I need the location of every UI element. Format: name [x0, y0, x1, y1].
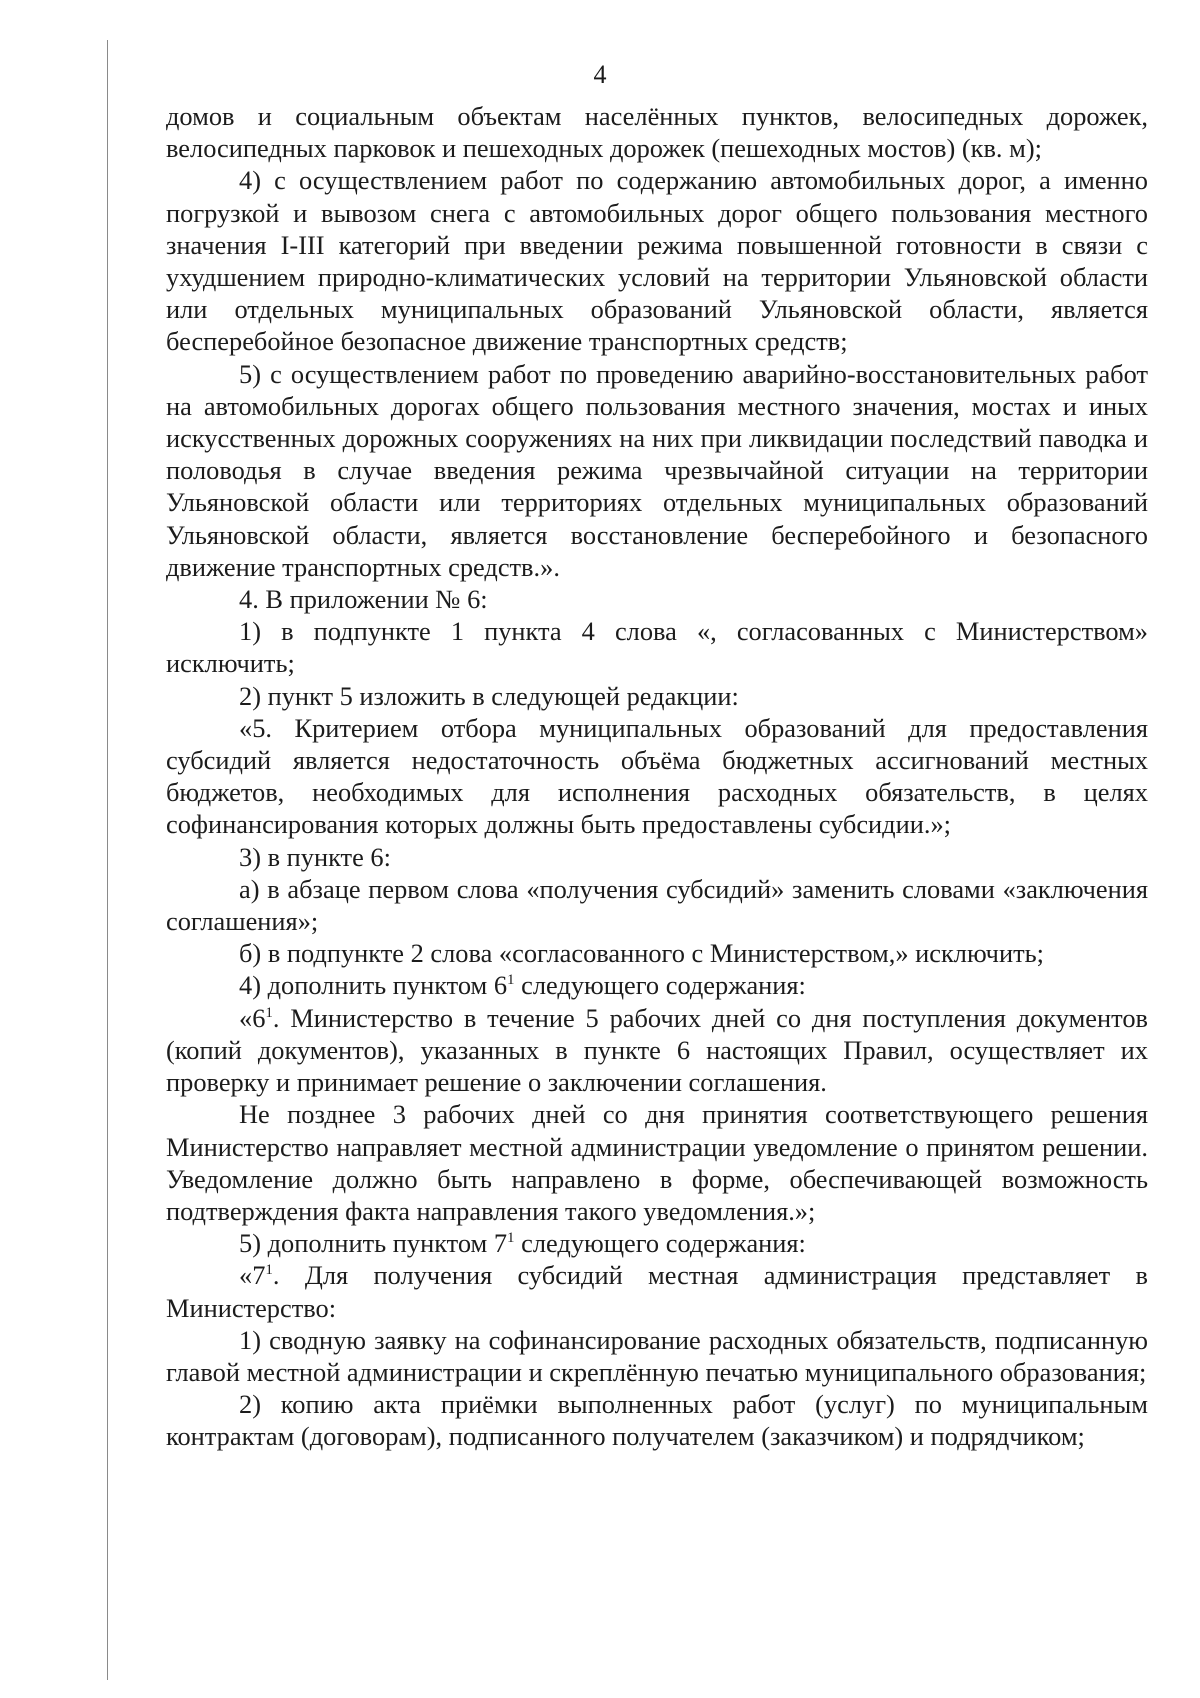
paragraph-text: «6 — [239, 1002, 266, 1033]
paragraph: 4. В приложении № 6: — [239, 584, 488, 615]
paragraph: б) в подпункте 2 слова «согласованного с Министерством,» исключить; — [239, 938, 1044, 969]
paragraph: 1) сводную заявку на софинансирование расходных обязательств, подписанную главой местной администрации и скреплённую печатью муниципального образования; — [166, 1324, 1148, 1387]
paragraph: 4) с осуществлением работ по содержанию автомобильных дорог, а именно погрузкой и вывозом снега с автомобильных дорог общего пользования местного значения I-III категорий при введении режима повышенной готовности в связи с ухудшением природно-климатических условий на территории Ульяновской области или отдельных муниципальных образований Ульяновской области, является бесперебойное безопасное движение транспортных средств; — [166, 165, 1148, 357]
superscript: 1 — [507, 1230, 515, 1247]
document-body — [166, 100, 1148, 1453]
paragraph-text: 4) дополнить пунктом 6 — [239, 970, 508, 1001]
paragraph: 2) пункт 5 изложить в следующей редакции: — [239, 680, 739, 711]
page-number: 4 — [593, 60, 607, 89]
paragraph: а) в абзаце первом слова «получения субсидий» заменить словами «заключения соглашения»; — [166, 873, 1148, 937]
paragraph-text: следующего содержания: — [514, 970, 806, 1001]
paragraph-text: следующего содержания: — [514, 1228, 806, 1259]
margin-line — [107, 40, 108, 1680]
paragraph — [166, 969, 1148, 1001]
paragraph: 3) в пункте 6: — [239, 841, 391, 872]
paragraph: 5) с осуществлением работ по проведению аварийно-восстановительных работ на автомобильных дорогах общего пользования местного значения, мостах и иных искусственных дорожных сооружениях на них при ликвидации последствий паводка и половодья в случае введения режима чрезвычайной ситуации на территории Ульяновской области или территориях отдельных муниципальных образований Ульяновской области, является восстановление бесперебойного и безопасного движение транспортных средств.». — [166, 358, 1148, 582]
superscript: 1 — [265, 1004, 273, 1021]
superscript: 1 — [265, 1262, 273, 1279]
paragraph: 1) в подпункте 1 пункта 4 слова «, согласованных с Министерством» исключить; — [166, 616, 1148, 679]
superscript: 1 — [507, 972, 515, 989]
paragraph-text: 5) дополнить пунктом 7 — [239, 1228, 508, 1259]
paragraph-text: . Министерство в течение 5 рабочих дней со дня поступления документов (копий документов), указанных в пункте 6 настоящих Правил, осуществляет их проверку и принимает решение о заключении соглашения. — [166, 1002, 1148, 1098]
paragraph — [166, 1002, 1148, 1099]
paragraph-text: «7 — [239, 1260, 266, 1291]
paragraph-text: . Для получения субсидий местная администрация представляет в Министерство: — [166, 1260, 1148, 1323]
paragraph: 2) копию акта приёмки выполненных работ (услуг) по муниципальным контрактам (договорам), подписанного получателем (заказчиком) и подрядчиком; — [166, 1389, 1148, 1452]
paragraph — [166, 1259, 1148, 1323]
paragraph: Не позднее 3 рабочих дней со дня принятия соответствующего решения Министерство направляет местной администрации уведомление о принятом решении. Уведомление должно быть направлено в форме, обеспечивающей возможность подтверждения факта направления такого уведомления.»; — [166, 1099, 1148, 1226]
paragraph: «5. Критерием отбора муниципальных образований для предоставления субсидий является недостаточность объёма бюджетных ассигнований местных бюджетов, необходимых для исполнения расходных обязательств, в целях софинансирования которых должны быть предоставлены субсидии.»; — [166, 712, 1148, 840]
paragraph — [166, 1227, 1148, 1259]
paragraph: домов и социальным объектам населённых пунктов, велосипедных дорожек, велосипедных парковок и пешеходных дорожек (пешеходных мостов) (кв. м); — [166, 101, 1148, 164]
